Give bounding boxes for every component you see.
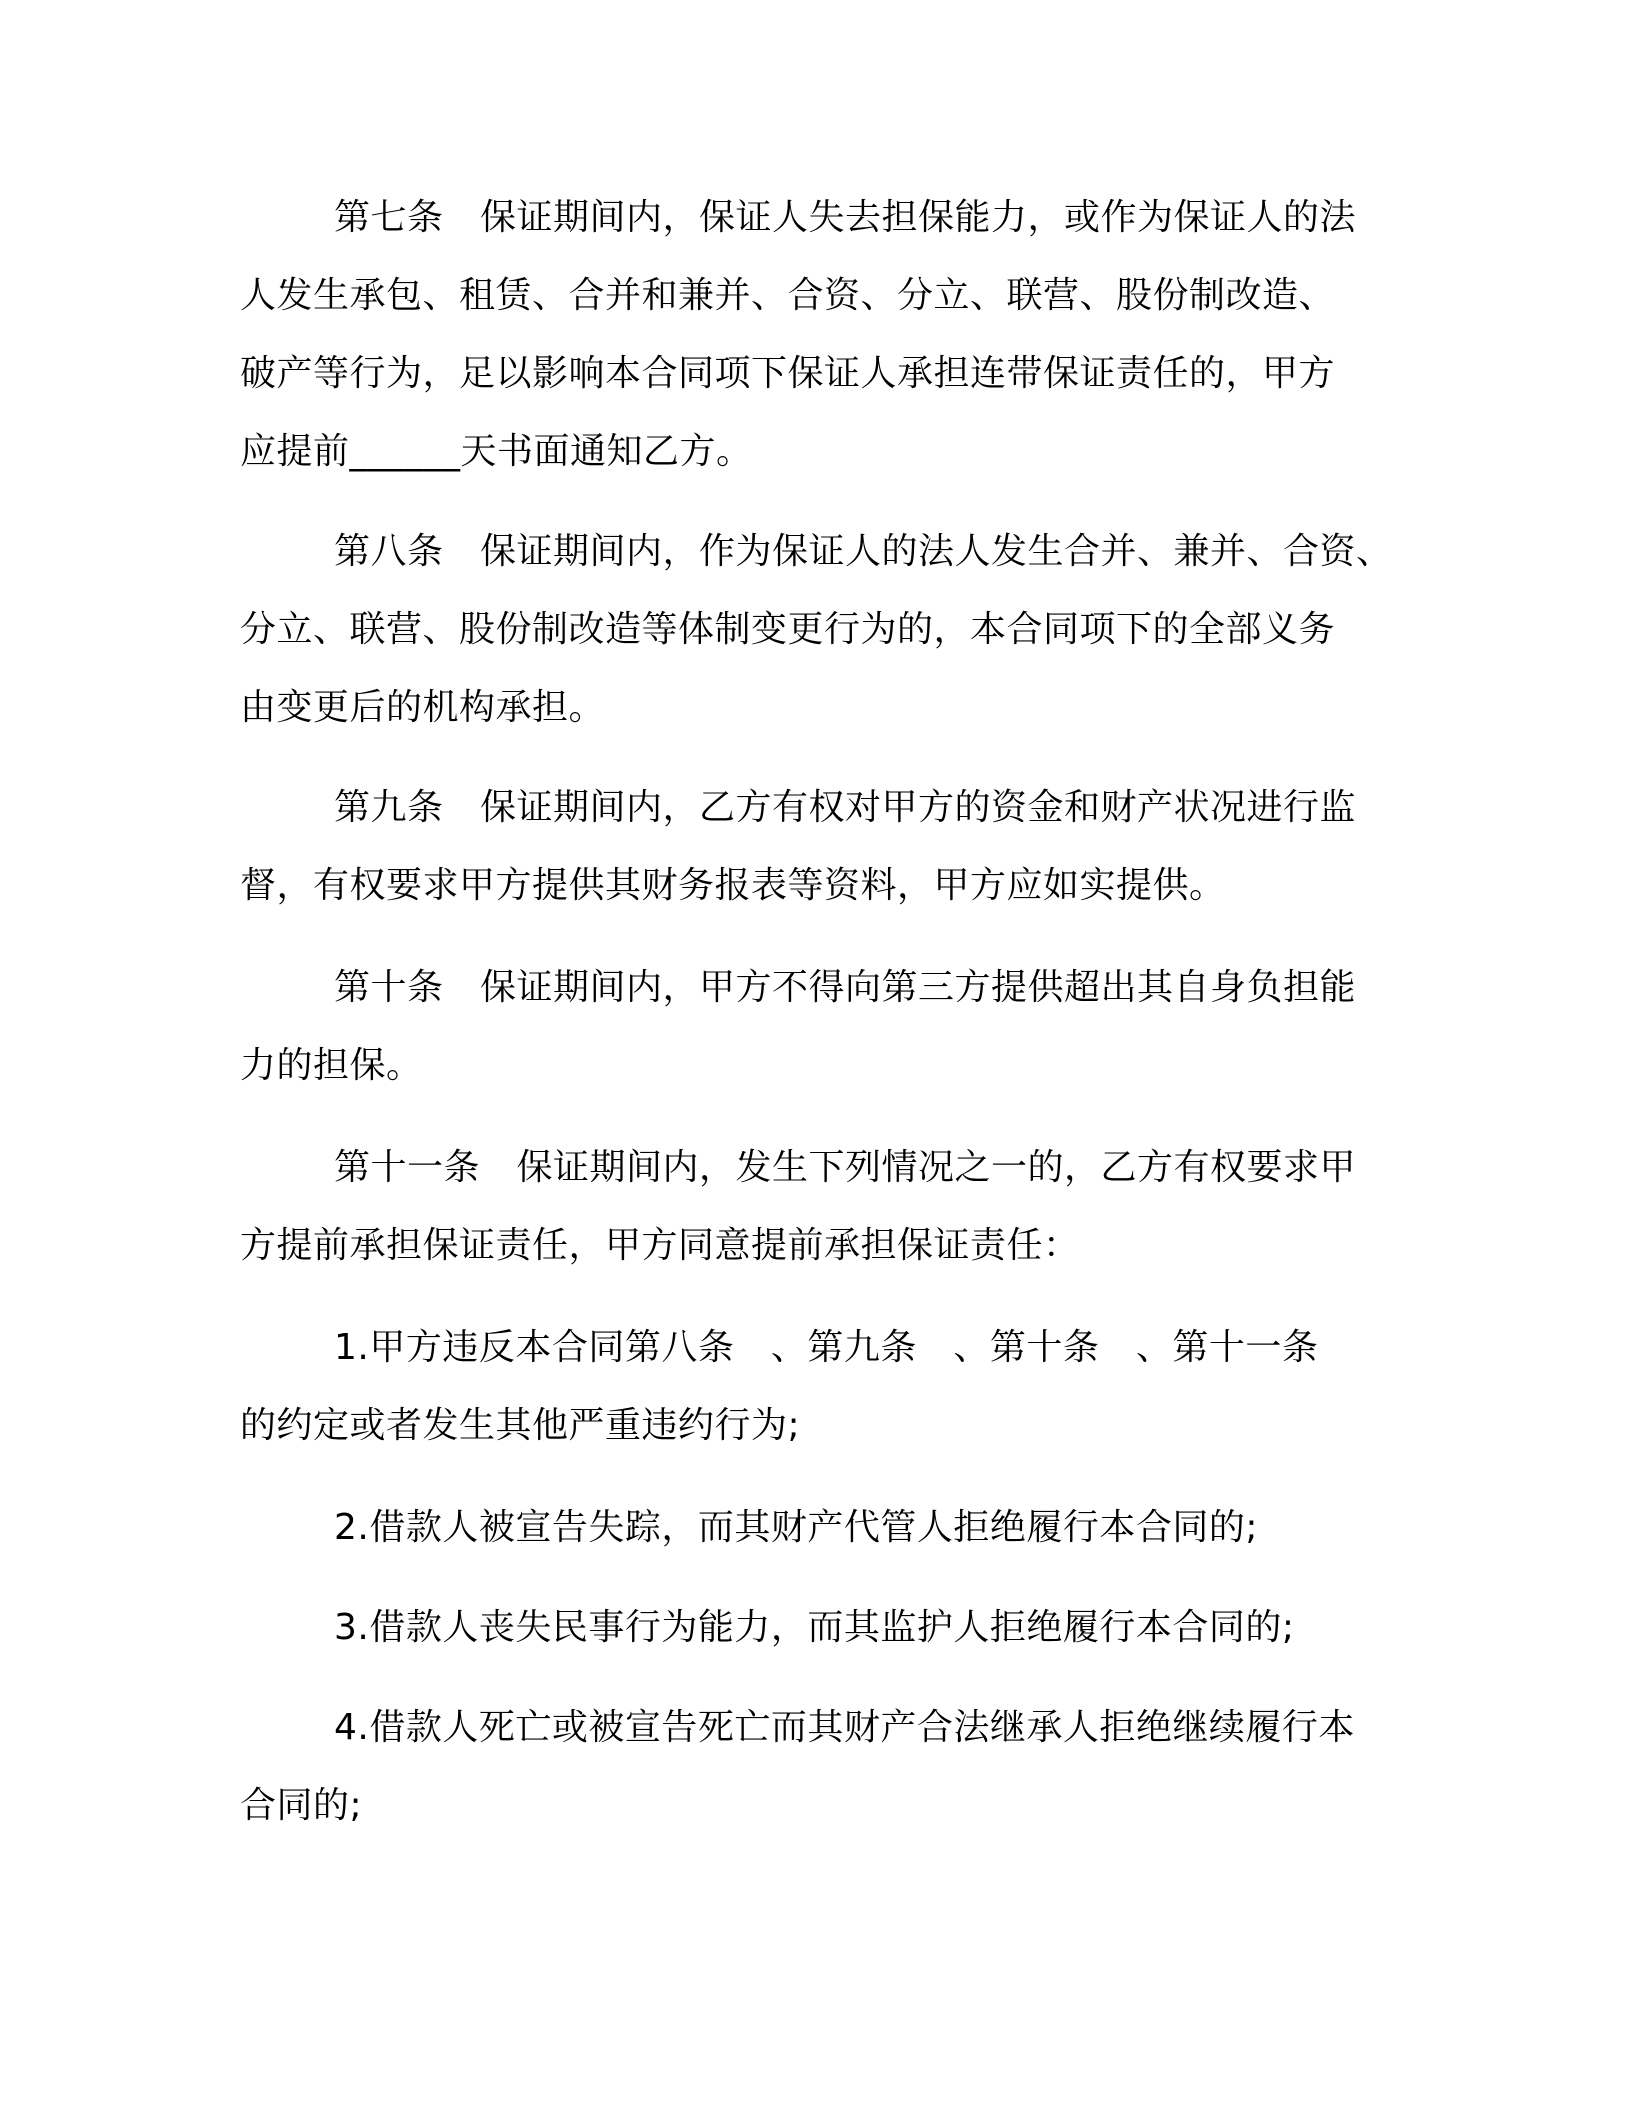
item-3-line-1: 3.借款人丧失民事行为能力，而其监护人拒绝履行本合同的; bbox=[334, 1607, 1295, 1648]
article-8-line-3: 由变更后的机构承担。 bbox=[240, 687, 606, 728]
item-1-line-2: 的约定或者发生其他严重违约行为; bbox=[240, 1405, 801, 1446]
article-9-line-1: 第九条 保证期间内，乙方有权对甲方的资金和财产状况进行监 bbox=[334, 787, 1357, 828]
article-11-line-1: 第十一条 保证期间内，发生下列情况之一的，乙方有权要求甲 bbox=[334, 1147, 1357, 1188]
article-10-line-2: 力的担保。 bbox=[240, 1045, 423, 1086]
article-7-line-3: 破产等行为，足以影响本合同项下保证人承担连带保证责任的，甲方 bbox=[240, 353, 1336, 394]
article-8-line-1: 第八条 保证期间内，作为保证人的法人发生合并、兼并、合资、 bbox=[334, 531, 1393, 572]
article-11-line-2: 方提前承担保证责任，甲方同意提前承担保证责任： bbox=[240, 1225, 1080, 1266]
item-4-line-2: 合同的; bbox=[240, 1785, 363, 1826]
article-7-line-2: 人发生承包、租赁、合并和兼并、合资、分立、联营、股份制改造、 bbox=[240, 275, 1336, 316]
item-1-line-1: 1.甲方违反本合同第八条 、第九条 、第十条 、第十一条 bbox=[334, 1327, 1319, 1368]
item-2-line-1: 2.借款人被宣告失踪，而其财产代管人拒绝履行本合同的; bbox=[334, 1507, 1258, 1548]
article-7-line-1: 第七条 保证期间内，保证人失去担保能力，或作为保证人的法 bbox=[334, 197, 1357, 238]
article-8-line-2: 分立、联营、股份制改造等体制变更行为的，本合同项下的全部义务 bbox=[240, 609, 1336, 650]
article-9-line-2: 督，有权要求甲方提供其财务报表等资料，甲方应如实提供。 bbox=[240, 865, 1226, 906]
article-7-line-4: 应提前______天书面通知乙方。 bbox=[240, 431, 753, 472]
item-4-line-1: 4.借款人死亡或被宣告死亡而其财产合法继承人拒绝继续履行本 bbox=[334, 1707, 1355, 1748]
article-10-line-1: 第十条 保证期间内，甲方不得向第三方提供超出其自身负担能 bbox=[334, 967, 1357, 1008]
